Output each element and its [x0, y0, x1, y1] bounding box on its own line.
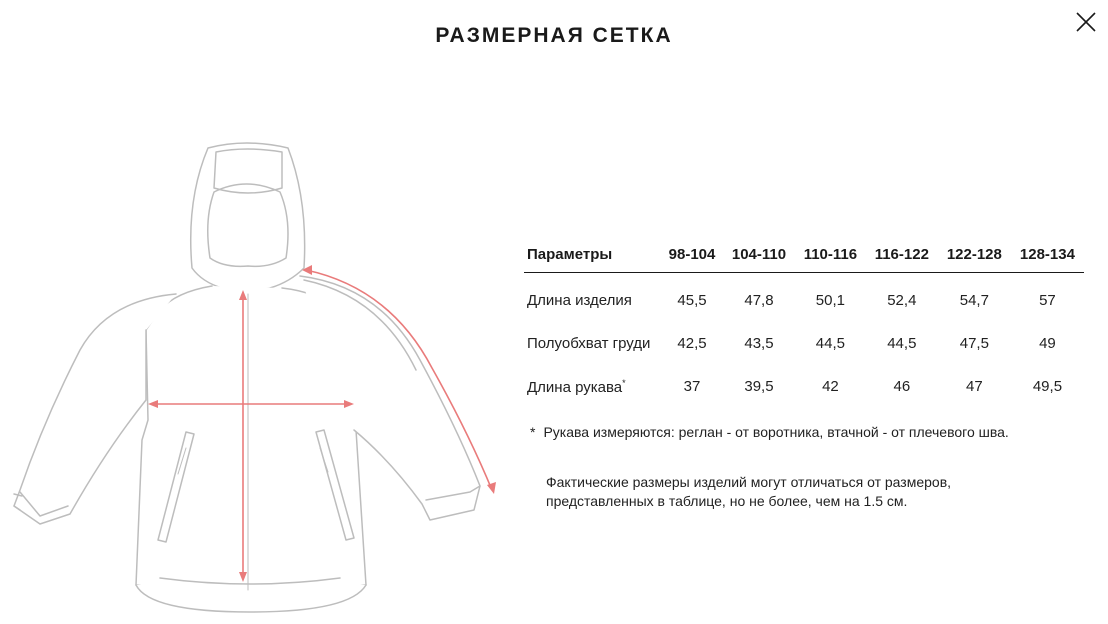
column-header-size: 104-110 [723, 236, 795, 273]
note-star: * [530, 424, 536, 440]
table-row [524, 273, 1084, 323]
note-text: Рукава измеряются: реглан - от воротника, втачной - от плечевого шва. [543, 424, 1009, 440]
table-cell: 47,5 [959, 335, 989, 352]
size-table [524, 236, 1084, 408]
row-label [524, 365, 661, 408]
table-header-row [524, 236, 1084, 273]
table-cell: 57 [1039, 292, 1056, 309]
table-cell: 54,7 [959, 292, 989, 309]
disclaimer-line: Фактические размеры изделий могут отличаться от размеров, [546, 474, 952, 490]
size-disclaimer [546, 473, 951, 511]
table-cell: 50,1 [815, 292, 845, 309]
table-row [524, 365, 1084, 408]
table-cell: 43,5 [744, 335, 774, 352]
table-cell: 39,5 [744, 378, 774, 395]
table-cell: 47 [966, 378, 983, 395]
close-icon[interactable] [1072, 8, 1100, 36]
table-cell: 46 [893, 378, 911, 395]
table-cell: 52,4 [887, 292, 917, 309]
row-label: Длина изделия [527, 292, 632, 309]
disclaimer-line: представленных в таблице, но не более, чем на 1.5 см. [546, 493, 908, 509]
table-cell: 44,5 [887, 335, 917, 352]
modal-title: РАЗМЕРНАЯ СЕТКА [435, 24, 673, 47]
table-cell: 47,8 [744, 292, 774, 309]
column-header-size: 98-104 [661, 236, 723, 273]
table-cell: 49,5 [1032, 378, 1063, 395]
footnote-marker: * [622, 377, 626, 388]
column-header-size: 110-116 [795, 236, 866, 273]
column-header-size: 116-122 [866, 236, 938, 273]
table-cell: 44,5 [815, 335, 845, 352]
row-label: Полуобхват груди [527, 335, 651, 352]
table-cell: 42,5 [677, 335, 707, 352]
jacket-illustration [0, 130, 510, 624]
column-header-params: Параметры [524, 236, 661, 273]
column-header-size: 128-134 [1011, 236, 1084, 273]
column-header-size: 122-128 [938, 236, 1011, 273]
table-cell: 37 [683, 378, 701, 395]
table-row [524, 322, 1084, 365]
row-label-text: Длина рукава [527, 378, 623, 396]
table-cell: 45,5 [677, 292, 707, 309]
table-cell: 49 [1039, 335, 1056, 352]
table-cell: 42 [822, 378, 839, 395]
sleeve-note [530, 424, 1009, 440]
